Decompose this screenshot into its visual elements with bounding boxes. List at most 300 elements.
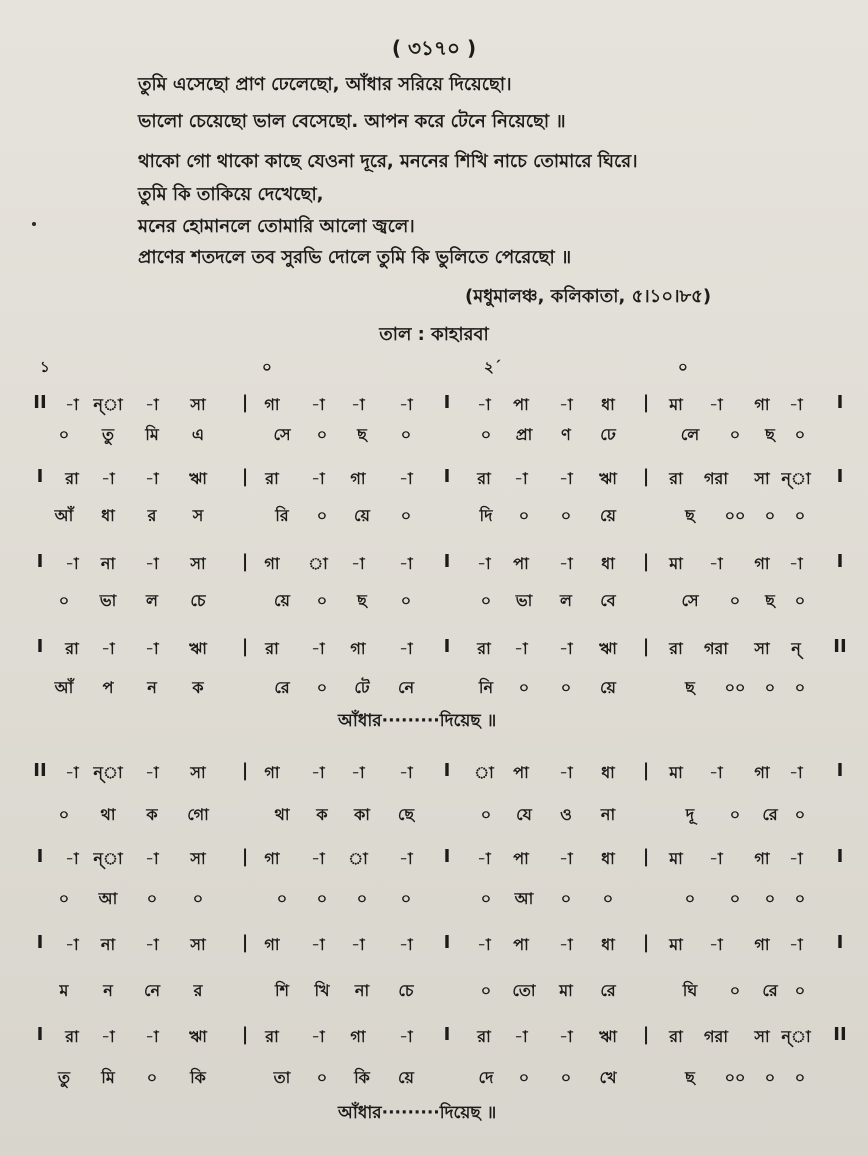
syllable-row bbox=[0, 978, 868, 1004]
lyric-syllable: ০ bbox=[146, 1068, 158, 1087]
bar-line: I bbox=[36, 636, 44, 657]
bar-line: I bbox=[36, 846, 44, 867]
swar-note: গরা bbox=[704, 469, 728, 488]
bar-line: II bbox=[33, 392, 47, 413]
lyric-syllable: ০ bbox=[400, 889, 412, 908]
refrain-line: আঁধার·········দিয়েছ ॥ bbox=[338, 711, 497, 731]
bar-line: I bbox=[36, 466, 44, 487]
bar-line: I bbox=[836, 846, 844, 867]
lyric-syllable: ০ bbox=[480, 425, 492, 444]
lyric-syllable: ০ bbox=[729, 889, 741, 908]
swar-note: -া bbox=[311, 935, 325, 954]
syllable-row bbox=[0, 588, 868, 614]
swar-note: ধা bbox=[601, 554, 615, 573]
swar-note: ঋা bbox=[599, 1027, 617, 1046]
swar-note: -া bbox=[477, 849, 491, 868]
bar-line: | bbox=[241, 846, 249, 867]
bar-line: | bbox=[642, 1024, 650, 1045]
lyric-line: তুমি কি তাকিয়ে দেখেছো, bbox=[138, 184, 324, 205]
bar-line: I bbox=[443, 636, 451, 657]
swar-note: -া bbox=[65, 935, 79, 954]
swar-note: গা bbox=[264, 935, 280, 954]
swar-note: মা bbox=[669, 395, 683, 414]
swar-note: -া bbox=[65, 554, 79, 573]
syllable-row bbox=[0, 422, 868, 448]
lyric-syllable: ০ bbox=[794, 425, 806, 444]
bar-line: I bbox=[36, 1024, 44, 1045]
lyric-syllable: দে bbox=[478, 1068, 494, 1087]
swar-note: রা bbox=[265, 469, 279, 488]
lyric-line: প্রাণের শতদলে তব সুরভি দোলে তুমি কি ভুলিতে পেরেছো ॥ bbox=[138, 247, 572, 268]
lyric-syllable: র bbox=[147, 506, 157, 525]
lyric-syllable: রে bbox=[762, 981, 778, 1000]
swar-note: -া bbox=[351, 395, 365, 414]
lyric-syllable: কা bbox=[354, 805, 370, 824]
swar-row bbox=[0, 392, 868, 418]
swar-note: া bbox=[348, 849, 368, 868]
lyric-syllable: ০ bbox=[794, 805, 806, 824]
lyric-syllable: রে bbox=[274, 678, 290, 697]
swar-note: -া bbox=[311, 763, 325, 782]
lyric-syllable: ০ bbox=[729, 805, 741, 824]
lyric-syllable: ০ bbox=[146, 889, 158, 908]
swar-note: রা bbox=[477, 1027, 491, 1046]
bar-line: I bbox=[836, 760, 844, 781]
swar-note: গা bbox=[264, 395, 280, 414]
syllable-row bbox=[0, 675, 868, 701]
lyric-syllable: আঁ bbox=[54, 678, 74, 697]
lyric-syllable: কি bbox=[190, 1068, 206, 1087]
lyric-syllable: ন bbox=[103, 981, 113, 1000]
bar-line: | bbox=[241, 636, 249, 657]
lyric-syllable: আঁ bbox=[54, 506, 74, 525]
lyric-line: তুমি এসেছো প্রাণ ঢেলেছো, আঁধার সরিয়ে দিয়েছো। bbox=[138, 74, 512, 95]
lyric-syllable: সে bbox=[273, 425, 291, 444]
swar-note: -া bbox=[789, 849, 803, 868]
swar-note: রা bbox=[265, 1027, 279, 1046]
lyric-syllable: রে bbox=[762, 805, 778, 824]
lyric-syllable: ০ bbox=[316, 1068, 328, 1087]
lyric-syllable: ০ bbox=[560, 1068, 572, 1087]
syllable-row bbox=[0, 886, 868, 912]
lyric-syllable: না bbox=[354, 981, 370, 1000]
swar-note: পা bbox=[513, 395, 529, 414]
swar-note: ধা bbox=[601, 395, 615, 414]
lyric-syllable: য়ে bbox=[274, 591, 290, 610]
lyric-syllable: ভা bbox=[99, 591, 117, 610]
swar-note: ন্া bbox=[93, 395, 123, 414]
swar-note: -া bbox=[709, 395, 723, 414]
swar-note: ঋা bbox=[599, 469, 617, 488]
swar-note: -া bbox=[514, 639, 528, 658]
lyric-syllable: ০ bbox=[560, 506, 572, 525]
lyric-syllable: ০ bbox=[764, 506, 776, 525]
swar-note: গা bbox=[264, 554, 280, 573]
lyric-syllable: আ bbox=[98, 889, 118, 908]
swar-note: সা bbox=[754, 639, 770, 658]
lyric-syllable: ০ bbox=[518, 1068, 530, 1087]
swar-note: সা bbox=[190, 554, 206, 573]
lyric-syllable: কি bbox=[354, 1068, 370, 1087]
lyric-syllable: ০ bbox=[602, 889, 614, 908]
lyric-line: মনের হোমানলে তোমারি আলো জ্বলে। bbox=[138, 216, 415, 237]
lyric-syllable: ০ bbox=[192, 889, 204, 908]
swar-note: -া bbox=[789, 554, 803, 573]
lyric-syllable: ছ bbox=[685, 1068, 695, 1087]
swar-note: -া bbox=[399, 639, 413, 658]
lyric-syllable: ০ bbox=[794, 981, 806, 1000]
bar-line: | bbox=[241, 551, 249, 572]
lyric-syllable: ০ bbox=[794, 506, 806, 525]
swar-note: পা bbox=[513, 763, 529, 782]
swar-note: ন্া bbox=[93, 763, 123, 782]
lyric-syllable: থা bbox=[274, 805, 290, 824]
lyric-syllable: য়ে bbox=[600, 678, 616, 697]
lyric-syllable: চে bbox=[190, 591, 206, 610]
lyric-syllable: ছ bbox=[357, 591, 367, 610]
lyric-line: থাকো গো থাকো কাছে যেওনা দূরে, মননের শিখি নাচে তোমারে ঘিরে। bbox=[138, 151, 638, 172]
swar-row bbox=[0, 846, 868, 872]
swar-note: া bbox=[474, 763, 494, 782]
bar-line: | bbox=[241, 392, 249, 413]
lyric-syllable: ল bbox=[146, 591, 158, 610]
syllable-row bbox=[0, 503, 868, 529]
swar-note: গরা bbox=[704, 1027, 728, 1046]
lyric-syllable: ০ bbox=[480, 591, 492, 610]
lyric-syllable: ০ bbox=[316, 425, 328, 444]
lyric-syllable: স bbox=[192, 506, 204, 525]
swar-note: -া bbox=[399, 849, 413, 868]
beat-marker: ০ bbox=[678, 358, 688, 376]
swar-note: রা bbox=[669, 639, 683, 658]
lyric-syllable: ল bbox=[560, 591, 572, 610]
lyric-syllable: ০ bbox=[560, 889, 572, 908]
lyric-syllable: ভা bbox=[515, 591, 533, 610]
lyric-syllable: তু bbox=[57, 1068, 71, 1087]
lyric-syllable: তা bbox=[273, 1068, 291, 1087]
lyric-syllable: লে bbox=[680, 425, 700, 444]
lyric-syllable: না bbox=[600, 805, 616, 824]
swar-note: -া bbox=[559, 1027, 573, 1046]
lyric-line: ভালো চেয়েছো ভাল বেসেছো. আপন করে টেনে নিয়েছো ॥ bbox=[138, 111, 566, 132]
bar-line: II bbox=[833, 636, 847, 657]
lyric-syllable: ০ bbox=[400, 591, 412, 610]
lyric-syllable: ন bbox=[147, 678, 157, 697]
beat-marker: ১ bbox=[40, 358, 50, 376]
swar-note: -া bbox=[145, 935, 159, 954]
lyric-syllable: ০ bbox=[480, 805, 492, 824]
swar-note: -া bbox=[65, 849, 79, 868]
swar-note: -া bbox=[65, 763, 79, 782]
swar-note: রা bbox=[669, 1027, 683, 1046]
bar-line: I bbox=[443, 551, 451, 572]
lyric-syllable: ০ bbox=[58, 591, 70, 610]
swar-note: গা bbox=[754, 395, 770, 414]
swar-note: -া bbox=[351, 763, 365, 782]
swar-note: -া bbox=[559, 554, 573, 573]
bar-line: I bbox=[36, 932, 44, 953]
lyric-syllable: ০০ bbox=[724, 1068, 746, 1087]
swar-note: ধা bbox=[601, 935, 615, 954]
swar-note: রা bbox=[669, 469, 683, 488]
swar-note: ধা bbox=[601, 763, 615, 782]
swar-note: -া bbox=[559, 639, 573, 658]
lyric-syllable: ০ bbox=[316, 889, 328, 908]
swar-note: -া bbox=[477, 935, 491, 954]
lyric-syllable: ০ bbox=[518, 506, 530, 525]
swar-note: মা bbox=[669, 849, 683, 868]
lyric-syllable: ০ bbox=[316, 506, 328, 525]
swar-note: রা bbox=[65, 1027, 79, 1046]
swar-note: -া bbox=[145, 469, 159, 488]
syllable-row bbox=[0, 1065, 868, 1091]
lyric-syllable: মি bbox=[101, 1068, 115, 1087]
swar-note: গা bbox=[264, 763, 280, 782]
lyric-syllable: নে bbox=[397, 678, 415, 697]
lyric-syllable: ০ bbox=[400, 506, 412, 525]
swar-note: ন্ bbox=[791, 639, 801, 658]
swar-note: -া bbox=[399, 395, 413, 414]
lyric-syllable: গো bbox=[187, 805, 209, 824]
lyric-syllable: ঢে bbox=[600, 425, 616, 444]
lyric-syllable: ও bbox=[560, 805, 572, 824]
swar-note: গা bbox=[350, 639, 366, 658]
bar-line: | bbox=[642, 760, 650, 781]
beat-marker: ২´ bbox=[484, 358, 502, 376]
lyric-syllable: ০ bbox=[58, 425, 70, 444]
swar-note: সা bbox=[190, 849, 206, 868]
lyric-syllable: ছে bbox=[397, 805, 415, 824]
lyric-syllable: ছ bbox=[765, 591, 775, 610]
lyric-syllable: নি bbox=[478, 678, 494, 697]
syllable-row bbox=[0, 802, 868, 828]
lyric-syllable: যে bbox=[516, 805, 532, 824]
lyric-syllable: ০ bbox=[58, 889, 70, 908]
swar-note: ন্া bbox=[93, 849, 123, 868]
lyric-syllable: রি bbox=[275, 506, 289, 525]
lyric-syllable: ০০ bbox=[724, 678, 746, 697]
bar-line: | bbox=[642, 392, 650, 413]
lyric-syllable: ছ bbox=[357, 425, 367, 444]
lyric-syllable: সে bbox=[681, 591, 699, 610]
swar-row bbox=[0, 551, 868, 577]
lyric-syllable: ছ bbox=[765, 425, 775, 444]
lyric-syllable: দি bbox=[479, 506, 493, 525]
lyric-syllable: রে bbox=[600, 981, 616, 1000]
lyric-syllable: ০ bbox=[794, 1068, 806, 1087]
taal-heading: তাল : কাহারবা bbox=[379, 324, 489, 345]
swar-note: রা bbox=[65, 469, 79, 488]
lyric-syllable: ০ bbox=[276, 889, 288, 908]
swar-note: গা bbox=[754, 554, 770, 573]
bar-line: I bbox=[443, 1024, 451, 1045]
swar-note: গা bbox=[350, 469, 366, 488]
swar-note: -া bbox=[709, 935, 723, 954]
swar-note: -া bbox=[559, 935, 573, 954]
bar-line: I bbox=[36, 551, 44, 572]
swar-note: -া bbox=[311, 1027, 325, 1046]
refrain-line: আঁধার·········দিয়েছ ॥ bbox=[338, 1103, 497, 1123]
lyric-syllable: ০ bbox=[729, 425, 741, 444]
swar-note: -া bbox=[477, 395, 491, 414]
swar-note: ঋা bbox=[189, 469, 207, 488]
lyric-syllable: ঘি bbox=[682, 981, 698, 1000]
swar-note: -া bbox=[559, 849, 573, 868]
lyric-syllable: ০ bbox=[316, 591, 328, 610]
lyric-syllable: য়ে bbox=[354, 506, 370, 525]
lyric-syllable: ক bbox=[316, 805, 328, 824]
lyric-syllable: ০ bbox=[518, 678, 530, 697]
bar-line: | bbox=[241, 1024, 249, 1045]
swar-note: -া bbox=[145, 763, 159, 782]
swar-note: ন্া bbox=[781, 469, 811, 488]
swar-note: -া bbox=[145, 1027, 159, 1046]
swar-note: রা bbox=[477, 639, 491, 658]
swar-note: ন্া bbox=[781, 1027, 811, 1046]
lyric-syllable: ছ bbox=[685, 506, 695, 525]
swar-row bbox=[0, 760, 868, 786]
bar-line: I bbox=[443, 932, 451, 953]
lyric-syllable: ০ bbox=[480, 981, 492, 1000]
swar-note: গা bbox=[754, 763, 770, 782]
swar-note: রা bbox=[265, 639, 279, 658]
swar-note: -া bbox=[311, 395, 325, 414]
lyric-syllable: থা bbox=[100, 805, 116, 824]
bar-line: | bbox=[642, 551, 650, 572]
swar-note: মা bbox=[669, 763, 683, 782]
swar-note: -া bbox=[559, 469, 573, 488]
source-citation: (মধুমালঞ্চ, কলিকাতা, ৫।১০।৮৫) bbox=[465, 286, 712, 307]
swar-note: ঋা bbox=[189, 1027, 207, 1046]
swar-note: -া bbox=[514, 1027, 528, 1046]
lyric-syllable: ০ bbox=[794, 678, 806, 697]
lyric-syllable: ০০ bbox=[724, 506, 746, 525]
swar-note: -া bbox=[559, 395, 573, 414]
page-number: ( ৩১৭০ ) bbox=[391, 36, 477, 60]
swar-note: গা bbox=[350, 1027, 366, 1046]
bar-line: I bbox=[836, 392, 844, 413]
lyric-syllable: য়ে bbox=[600, 506, 616, 525]
swar-note: -া bbox=[145, 554, 159, 573]
bar-line: I bbox=[836, 551, 844, 572]
lyric-syllable: ০ bbox=[794, 889, 806, 908]
swar-note: -া bbox=[399, 1027, 413, 1046]
lyric-syllable: বে bbox=[600, 591, 616, 610]
bar-line: II bbox=[833, 1024, 847, 1045]
swar-note: -া bbox=[789, 395, 803, 414]
swar-note: -া bbox=[351, 935, 365, 954]
swar-note: -া bbox=[101, 1027, 115, 1046]
swar-note: সা bbox=[754, 1027, 770, 1046]
swar-note: গা bbox=[754, 935, 770, 954]
swar-note: -া bbox=[145, 395, 159, 414]
bar-line: | bbox=[642, 466, 650, 487]
lyric-syllable: খে bbox=[599, 1068, 617, 1087]
swar-note: গরা bbox=[704, 639, 728, 658]
swar-note: পা bbox=[513, 554, 529, 573]
swar-note: পা bbox=[513, 935, 529, 954]
swar-note: -া bbox=[101, 469, 115, 488]
lyric-syllable: প bbox=[102, 678, 114, 697]
swar-note: -া bbox=[709, 554, 723, 573]
bar-line: | bbox=[642, 846, 650, 867]
lyric-syllable: ০ bbox=[764, 678, 776, 697]
swar-note: -া bbox=[399, 554, 413, 573]
swar-note: -া bbox=[709, 849, 723, 868]
swar-note: না bbox=[100, 554, 116, 573]
swar-note: -া bbox=[65, 395, 79, 414]
lyric-syllable: ধা bbox=[101, 506, 115, 525]
lyric-syllable: শি bbox=[274, 981, 290, 1000]
swar-note: -া bbox=[145, 849, 159, 868]
lyric-syllable: ০ bbox=[356, 889, 368, 908]
lyric-syllable: ০ bbox=[764, 889, 776, 908]
swar-note: -া bbox=[351, 554, 365, 573]
swar-note: ঋা bbox=[189, 639, 207, 658]
lyric-syllable: দূ bbox=[685, 805, 695, 824]
swar-note: -া bbox=[101, 639, 115, 658]
swar-note: -া bbox=[789, 763, 803, 782]
lyric-syllable: ০ bbox=[400, 425, 412, 444]
lyric-syllable: নে bbox=[143, 981, 161, 1000]
swar-note: -া bbox=[789, 935, 803, 954]
lyric-syllable: মি bbox=[145, 425, 159, 444]
bar-line: | bbox=[642, 932, 650, 953]
lyric-syllable: ক bbox=[146, 805, 158, 824]
lyric-syllable: র bbox=[193, 981, 203, 1000]
swar-note: মা bbox=[669, 554, 683, 573]
lyric-syllable: ০ bbox=[58, 805, 70, 824]
bar-line: I bbox=[443, 466, 451, 487]
bar-line: I bbox=[443, 760, 451, 781]
lyric-syllable: চে bbox=[398, 981, 414, 1000]
swar-note: -া bbox=[709, 763, 723, 782]
bar-line: | bbox=[241, 760, 249, 781]
lyric-syllable: য়ে bbox=[398, 1068, 414, 1087]
swar-note: গা bbox=[264, 849, 280, 868]
bar-line: | bbox=[241, 932, 249, 953]
swar-note: -া bbox=[514, 469, 528, 488]
swar-note: -া bbox=[559, 763, 573, 782]
lyric-syllable: তো bbox=[512, 981, 536, 1000]
swar-row bbox=[0, 932, 868, 958]
swar-note: ধা bbox=[601, 849, 615, 868]
swar-note: -া bbox=[399, 763, 413, 782]
lyric-syllable: ০ bbox=[480, 889, 492, 908]
swar-note: সা bbox=[190, 935, 206, 954]
swar-note: রা bbox=[65, 639, 79, 658]
lyric-syllable: মা bbox=[559, 981, 573, 1000]
bar-line: | bbox=[642, 636, 650, 657]
bar-line: | bbox=[241, 466, 249, 487]
lyric-syllable: ক bbox=[192, 678, 204, 697]
swar-note: সা bbox=[190, 395, 206, 414]
swar-note: না bbox=[100, 935, 116, 954]
bar-line: I bbox=[836, 932, 844, 953]
lyric-syllable: ণ bbox=[561, 425, 571, 444]
lyric-syllable: ০ bbox=[316, 678, 328, 697]
lyric-syllable: ০ bbox=[729, 591, 741, 610]
bar-line: I bbox=[443, 392, 451, 413]
lyric-syllable: আ bbox=[514, 889, 534, 908]
swar-note: ঋা bbox=[599, 639, 617, 658]
swar-note: গা bbox=[754, 849, 770, 868]
beat-marker: ০ bbox=[262, 358, 272, 376]
swar-note: -া bbox=[399, 469, 413, 488]
lyric-syllable: ম bbox=[59, 981, 69, 1000]
bar-line: II bbox=[33, 760, 47, 781]
stray-dot bbox=[32, 222, 36, 226]
